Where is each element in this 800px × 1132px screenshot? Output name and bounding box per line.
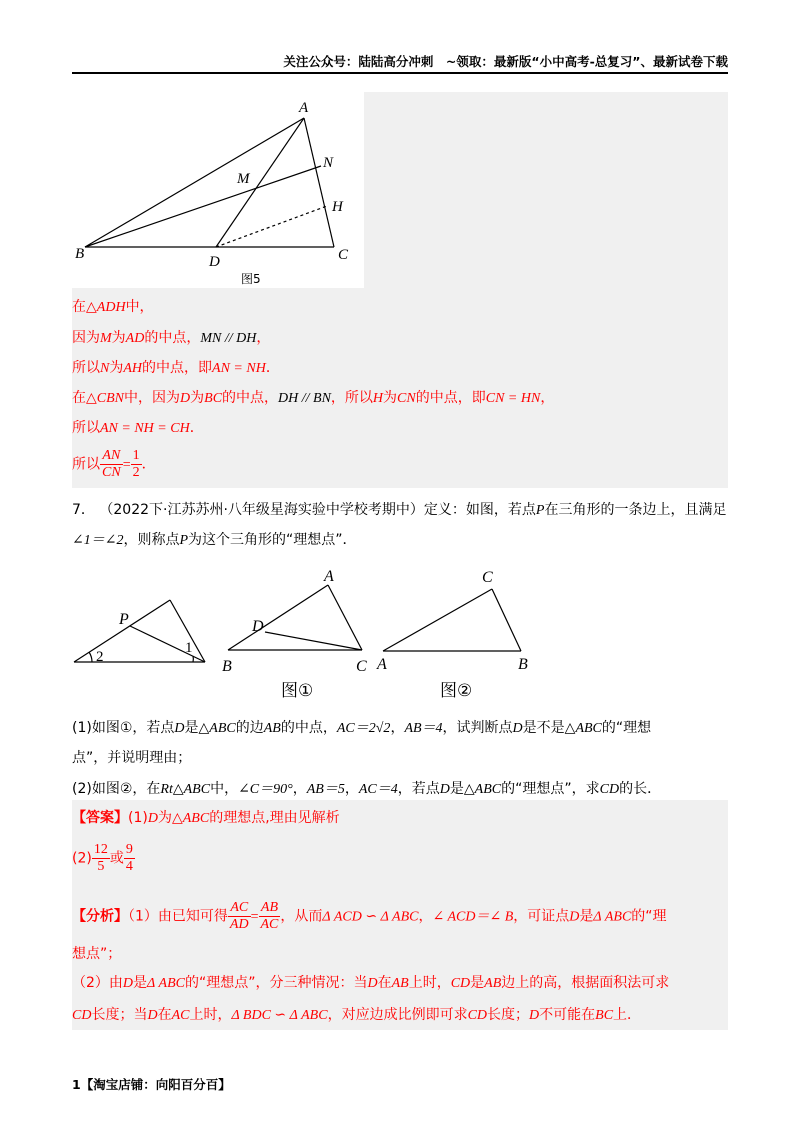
fraction-an-cn: $\frac{AN}{CN}$ — [102, 448, 121, 480]
fig5-caption: 图5 — [241, 272, 261, 286]
analysis-line-3: （2）由D是Δ ABC的“理想点”，分三种情况：当D在AB上时，CD是AB边上的高，根据面积法可求 — [72, 975, 670, 991]
fraction-9-4: $\frac{9}{4}$ — [125, 842, 133, 874]
question-7-part-2: (2)如图②，在Rt△ABC中，∠C＝90°，AB＝5，AC＝4，若点D是△ABC的“理想点”，求CD的长． — [72, 781, 662, 797]
fig1-label-B: B — [222, 658, 232, 675]
fraction-ac-ad: $\frac{AC}{AD}$ — [229, 900, 249, 932]
fig1-caption: 图① — [281, 681, 314, 701]
definition-figure — [74, 600, 205, 665]
question-7-line-1: 7． （2022下·江苏苏州·八年级星海实验中学校考期中）定义：如图，若点P在三角形的一条边上，且满足 — [72, 502, 727, 518]
fig5-label-C: C — [338, 247, 349, 263]
fig5-label-B: B — [75, 246, 85, 262]
def-fig-angle-1: 1 — [185, 640, 193, 656]
figure-5 — [72, 92, 364, 288]
fig5-label-M: M — [237, 171, 250, 187]
question-7-line-2: ∠1＝∠2，则称点P为这个三角形的“理想点”． — [72, 532, 357, 548]
fig1-label-D: D — [252, 618, 264, 635]
fig2-caption: 图② — [440, 681, 473, 701]
solution-line-5: 所以AN = NH = CH． — [72, 420, 204, 436]
fig5-label-D: D — [209, 254, 220, 270]
fig1-label-A: A — [324, 568, 334, 585]
question-7-part-1-line-1: (1)如图①，若点D是△ABC的边AB的中点，AC＝2√2，AB＝4，试判断点D是不是△ABC的“理想 — [72, 720, 652, 736]
fig1-label-C: C — [356, 658, 367, 675]
analysis-line-2: 想点”； — [72, 946, 122, 962]
figure-2 — [376, 569, 528, 701]
def-fig-label-P: P — [119, 611, 129, 628]
figure-1 — [222, 568, 367, 701]
fig5-label-A: A — [299, 100, 309, 116]
answer-tag: 【答案】 — [72, 810, 128, 826]
fig5-line-D-H-dashed — [216, 206, 327, 247]
analysis-line-4: CD长度；当D在AC上时，Δ BDC ∽ Δ ABC，对应边成比例即可求CD长度；D不可能在BC上． — [72, 1007, 642, 1023]
page-footer: 1【淘宝店铺：向阳百分百】 — [72, 1077, 231, 1092]
fig2-label-A: A — [377, 656, 387, 673]
question-7-part-1-line-2: 点”，并说明理由； — [72, 750, 192, 766]
answer-line-1: 【答案】(1)D为△ABC的理想点,理由见解析 — [72, 810, 340, 826]
solution-line-6: 所以 $\frac{AN}{CN}$ = $\frac{1}{2}$ ． — [72, 448, 156, 480]
def-fig-angle-2: 2 — [96, 649, 104, 665]
solution-line-1: 在△ADH中， — [72, 299, 154, 315]
analysis-line-1: 【分析】（1）由已知可得 $\frac{AC}{AD}$ = $\frac{AB}{AC}$ ，从而Δ ACD ∽ Δ ABC，∠ ACD＝∠ B，可证点D是Δ ABC的“理 — [72, 900, 667, 932]
fig5-label-N: N — [323, 155, 334, 171]
solution-line-3: 所以N为AH的中点，即AN = NH． — [72, 360, 280, 376]
solution-line-2: 因为M为AD的中点，MN // DH， — [72, 330, 271, 346]
analysis-tag: 【分析】 — [72, 908, 128, 925]
solution-line-4: 在△CBN中，因为D为BC的中点，DH // BN，所以H为CN的中点，即CN = HN， — [72, 390, 555, 406]
answer-line-2: (2) $\frac{12}{5}$ 或 $\frac{9}{4}$ — [72, 842, 133, 874]
fraction-12-5: $\frac{12}{5}$ — [93, 842, 108, 874]
fraction-one-half: $\frac{1}{2}$ — [132, 448, 140, 480]
fig5-label-H: H — [332, 199, 343, 215]
figure-5-diagram — [72, 92, 364, 288]
header-divider — [72, 72, 728, 74]
page-header: 关注公众号：陆陆高分冲刺 ~领取：最新版“小中高考-总复习”、最新试卷下载 — [283, 54, 728, 69]
fig5-line-D-A — [216, 118, 304, 247]
question-7-figures — [72, 565, 552, 705]
fig5-line-A-C — [304, 118, 334, 247]
fig2-label-C: C — [482, 569, 493, 586]
fraction-ab-ac: $\frac{AB}{AC}$ — [260, 900, 279, 932]
fig2-label-B: B — [518, 656, 528, 673]
